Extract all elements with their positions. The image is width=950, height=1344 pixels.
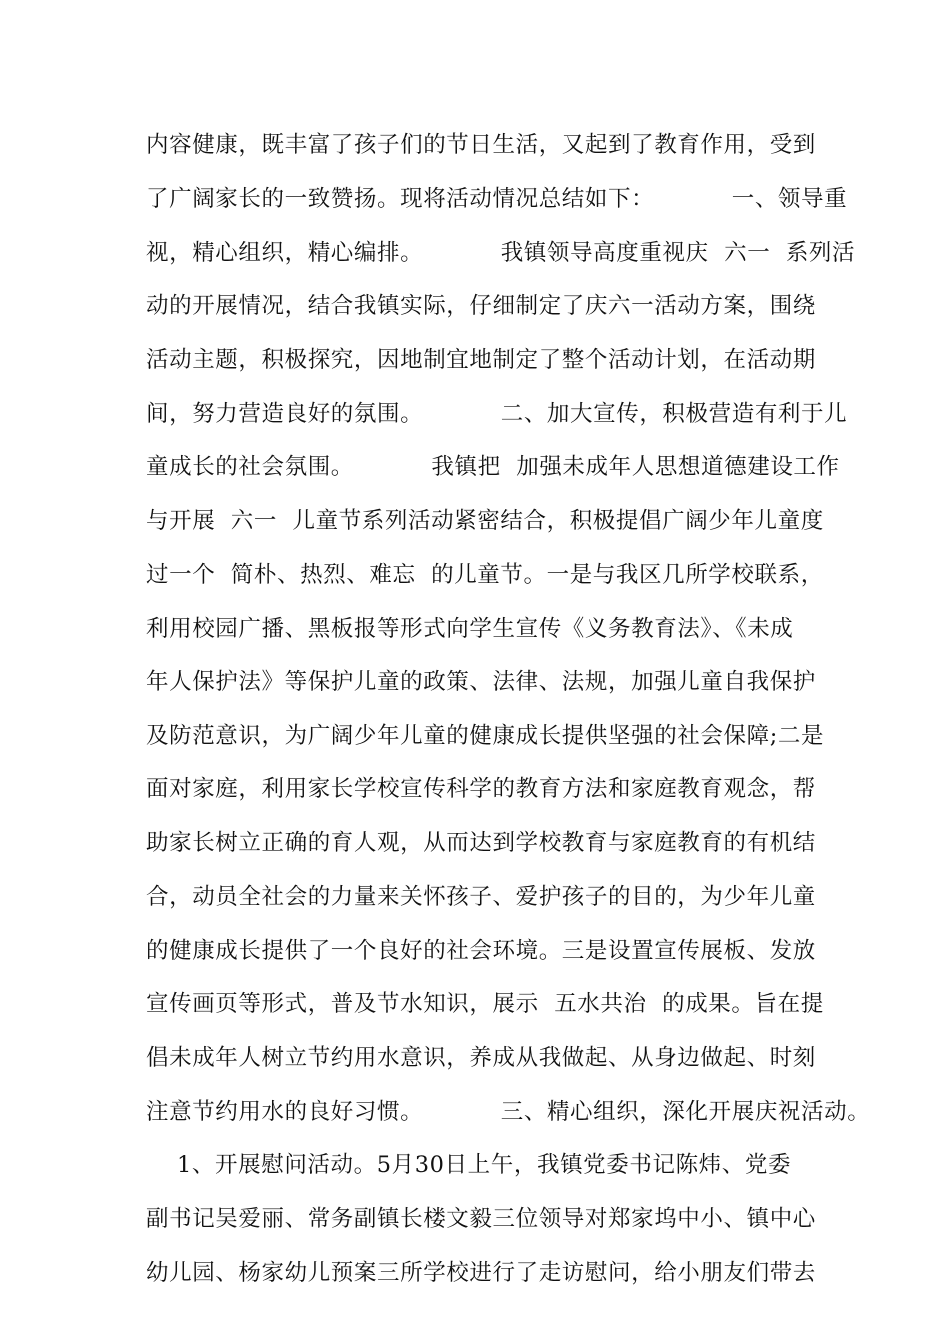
- text-line: 宣传画页等形式，普及节水知识，展示 五水共治 的成果。旨在提: [146, 991, 824, 1017]
- text-line: 视，精心组织，精心编排。 我镇领导高度重视庆 六一 系列活: [146, 240, 856, 266]
- text-line: 合，动员全社会的力量来关怀孩子、爱护孩子的目的，为少年儿童: [146, 884, 816, 910]
- text-line: 面对家庭，利用家长学校宣传科学的教育方法和家庭教育观念，帮: [146, 776, 816, 802]
- text-line: 与开展 六一 儿童节系列活动紧密结合，积极提倡广阔少年儿童度: [146, 508, 824, 534]
- text-line: 了广阔家长的一致赞扬。现将活动情况总结如下： 一、领导重: [146, 186, 848, 212]
- text-line: 及防范意识，为广阔少年儿童的健康成长提供坚强的社会保障;二是: [146, 723, 825, 749]
- text-line: 的健康成长提供了一个良好的社会环境。三是设置宣传展板、发放: [146, 938, 816, 964]
- text-line: 利用校园广播、黑板报等形式向学生宣传《义务教育法》、《未成: [146, 616, 794, 642]
- text-line: 1、开展慰问活动。5月30日上午，我镇党委书记陈炜、党委: [146, 1152, 792, 1178]
- text-line: 助家长树立正确的育人观，从而达到学校教育与家庭教育的有机结: [146, 830, 816, 856]
- text-line: 注意节约用水的良好习惯。 三、精心组织，深化开展庆祝活动。: [146, 1099, 871, 1125]
- text-line: 幼儿园、杨家幼儿预案三所学校进行了走访慰问，给小朋友们带去: [146, 1260, 816, 1286]
- text-line: 动的开展情况，结合我镇实际，仔细制定了庆六一活动方案，围绕: [146, 293, 816, 319]
- text-line: 活动主题，积极探究，因地制宜地制定了整个活动计划，在活动期: [146, 347, 816, 373]
- text-line: 过一个 简朴、热烈、难忘 的儿童节。一是与我区几所学校联系，: [146, 562, 824, 588]
- text-line: 间，努力营造良好的氛围。 二、加大宣传，积极营造有利于儿: [146, 401, 848, 427]
- text-line: 倡未成年人树立节约用水意识，养成从我做起、从身边做起、时刻: [146, 1045, 816, 1071]
- text-line: 内容健康，既丰富了孩子们的节日生活，又起到了教育作用，受到: [146, 132, 816, 158]
- text-line: 副书记吴爱丽、常务副镇长楼文毅三位领导对郑家坞中小、镇中心: [146, 1206, 816, 1232]
- text-line: 童成长的社会氛围。 我镇把 加强未成年人思想道德建设工作: [146, 454, 840, 480]
- text-line: 年人保护法》等保护儿童的政策、法律、法规，加强儿童自我保护: [146, 669, 816, 695]
